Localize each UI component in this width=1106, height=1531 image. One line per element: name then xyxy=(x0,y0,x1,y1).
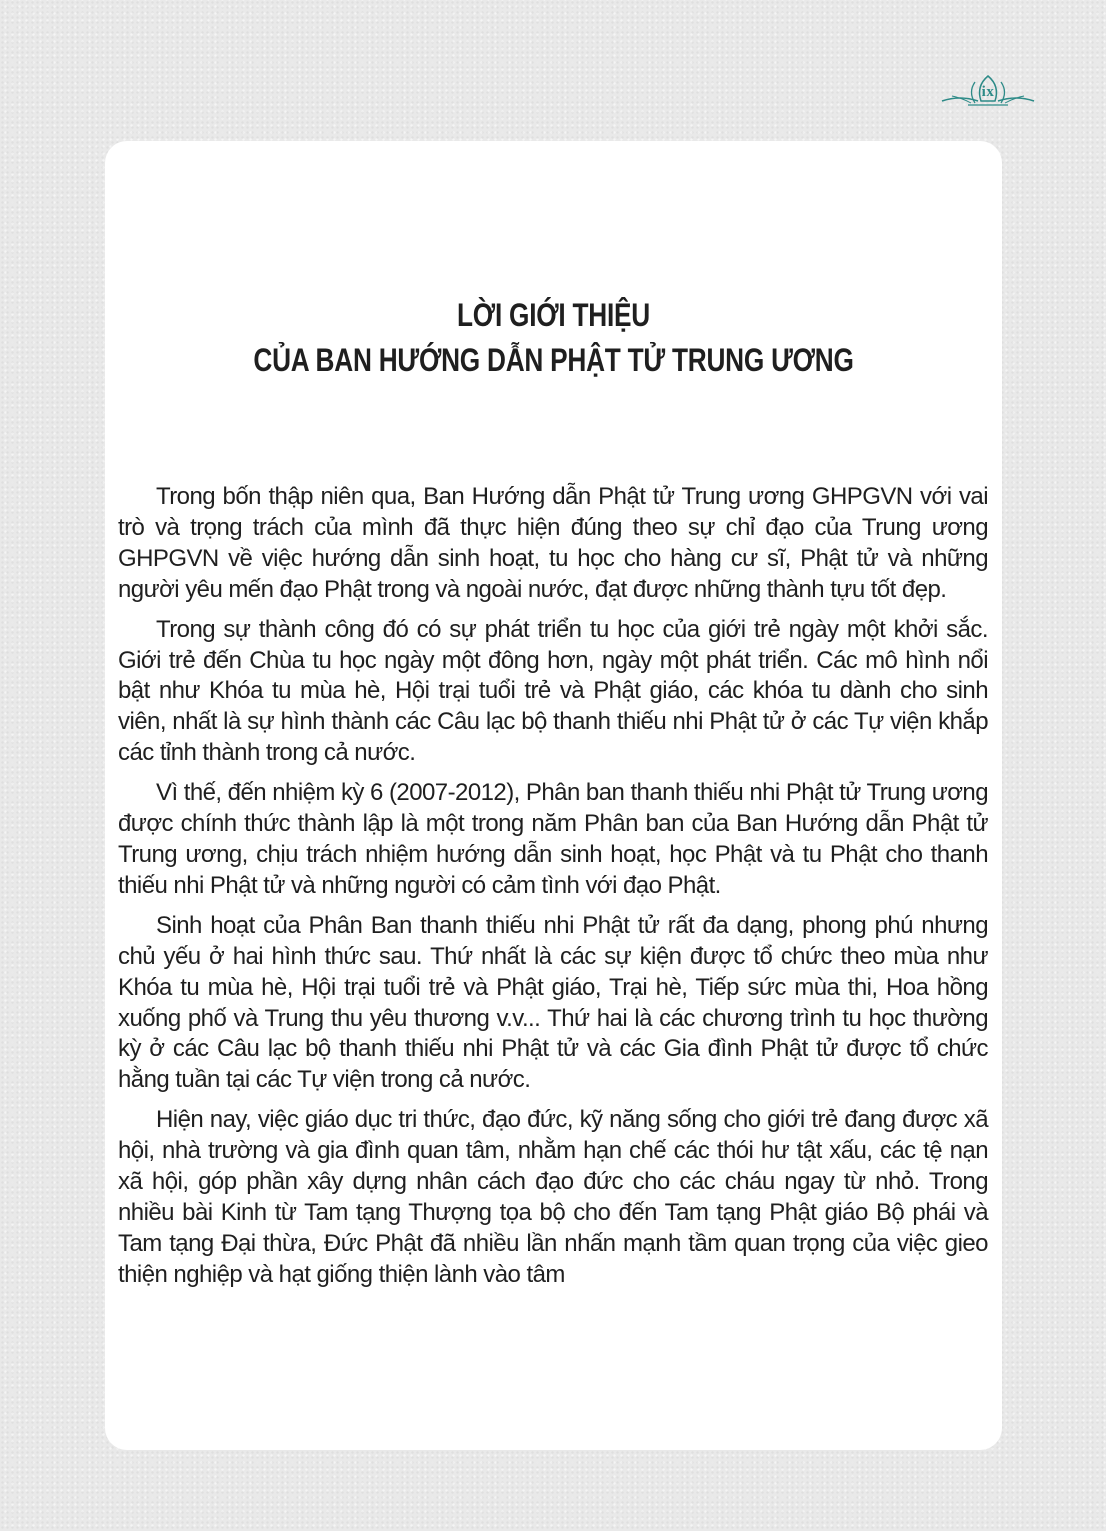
paragraph-3: Vì thế, đến nhiệm kỳ 6 (2007-2012), Phân ban thanh thiếu nhi Phật tử Trung ương được chính thức thành lập là một trong năm Phân ban của Ban Hướng dẫn Phật tử Trung ương, chịu trách nhiệm hướng dẫn sinh hoạt, học Phật và tu Phật cho thanh thiếu nhi Phật tử và những người có cảm tình với đạo Phật. xyxy=(118,779,988,899)
paragraph-2: Trong sự thành công đó có sự phát triển tu học của giới trẻ ngày một khởi sắc. Giới trẻ đến Chùa tu học ngày một đông hơn, ngày một phát triển. Các mô hình nổi bật như Khóa tu mùa hè, Hội trại tuổi trẻ và Phật giáo, các khóa tu dành cho sinh viên, nhất là sự hình thành các Câu lạc bộ thanh thiếu nhi Phật tử ở các Tự viện khắp các tỉnh thành trong cả nước. xyxy=(118,615,988,767)
paragraph-5: Hiện nay, việc giáo dục tri thức, đạo đức, kỹ năng sống cho giới trẻ đang được xã hội, nhà trường và gia đình quan tâm, nhằm hạn chế các thói hư tật xấu, các tệ nạn xã hội, góp phần xây dựng nhân cách đạo đức cho các cháu ngay từ nhỏ. Trong nhiều bài Kinh từ Tam tạng Thượng tọa bộ cho đến Tam tạng Phật giáo Bộ phái và Tam tạng Đại thừa, Đức Phật đã nhiều lần nhấn mạnh tầm quan trọng của việc gieo thiện nghiệp và hạt giống thiện lành vào tâm xyxy=(118,1106,988,1288)
title-line-1: LỜI GIỚI THIỆU xyxy=(457,297,650,333)
page-number: ix xyxy=(981,84,995,100)
title-line-2: CỦA BAN HƯỚNG DẪN PHẬT TỬ TRUNG ƯƠNG xyxy=(253,342,854,378)
content-card xyxy=(105,141,1002,1450)
paragraph-4: Sinh hoạt của Phân Ban thanh thiếu nhi Phật tử rất đa dạng, phong phú nhưng chủ yếu ở hai hình thức sau. Thứ nhất là các sự kiện được tổ chức theo mùa như Khóa tu mùa hè, Hội trại tuổi trẻ và Phật giáo, Trại hè, Tiếp sức mùa thi, Hoa hồng xuống phố và Trung thu yêu thương v.v... Thứ hai là các chương trình tu học thường kỳ ở các Câu lạc bộ thanh thiếu nhi Phật tử và các Gia đình Phật tử được tổ chức hằng tuần tại các Tự viện trong cả nước. xyxy=(118,911,988,1094)
body-text xyxy=(118,482,988,1300)
paragraph-1: Trong bốn thập niên qua, Ban Hướng dẫn Phật tử Trung ương GHPGVN với vai trò và trọng trách của mình đã thực hiện đúng theo sự chỉ đạo của Trung ương GHPGVN về việc hướng dẫn sinh hoạt, tu học cho hàng cư sĩ, Phật tử và những người yêu mến đạo Phật trong và ngoài nước, đạt được những thành tựu tốt đẹp. xyxy=(118,483,988,603)
document-title xyxy=(105,293,1002,383)
